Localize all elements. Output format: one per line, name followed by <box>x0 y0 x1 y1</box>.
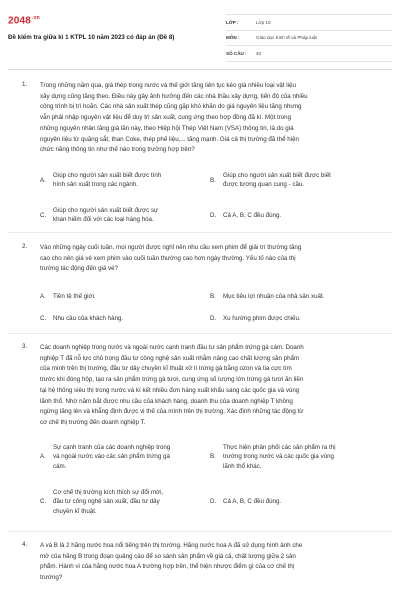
question-line: trường? <box>40 574 63 582</box>
option-line: Giúp cho người sản xuất biết được tình <box>53 172 162 179</box>
option-letter: A. <box>40 453 46 460</box>
question-number: 4. <box>22 541 28 548</box>
meta-value: Giáo dục Kinh tế và Pháp luật <box>256 35 317 41</box>
question-line: công trình bị trì hoãn. Các nhà sản xuất thép cũng gặp khó khăn do giá nguyên liệu tăng nhưng <box>40 103 302 111</box>
logo-suffix: .vn <box>32 15 40 21</box>
option-line: Cả A, B, C đều đúng. <box>223 212 282 219</box>
option-line: Thực hiện phân phối các sản phẩm ra thị <box>223 444 336 451</box>
question-line: vẫn phải nhập nguyên vật liệu để duy trì sản xuất, cung ứng theo hợp đồng đã kí. Một trong <box>40 114 292 122</box>
option-line: hình sản xuất trong các ngành. <box>53 181 138 189</box>
option-line: Nhu cầu của khách hàng. <box>53 315 124 322</box>
question-line: xây dựng cũng tăng theo. Điều này gây ảnh hưởng đến các nhà thầu xây dựng, tiến độ của nhiều <box>40 92 308 100</box>
question-text <box>40 343 380 429</box>
option-letter: C. <box>40 498 47 505</box>
question-number: 3. <box>22 343 28 350</box>
option-line: Tiền tệ thế giới. <box>53 293 96 300</box>
option-letter: C. <box>40 212 47 219</box>
option-line: Xu hướng phim được chiếu. <box>223 315 301 322</box>
document-title: Đề kiểm tra giữa kì 1 KTPL 10 năm 2023 có đáp án (Đề 8) <box>8 34 175 41</box>
question-text <box>40 243 380 275</box>
question-line: tại hệ thống siêu thị trong nước và kí kết nhiều đơn hàng xuất khẩu sang các quốc gia và vùng <box>40 386 300 394</box>
question-line: những nguyên nhân tăng giá lần này, theo Hiệp hội Thép Việt Nam (VSA) thông tin, là do giá <box>40 124 294 132</box>
site-logo[interactable] <box>8 15 40 26</box>
question-text <box>40 541 380 584</box>
question-line: ngừng tăng lên và khẳng định được vị thế của mình trên thị trường. Xác định những tác động từ <box>40 408 304 416</box>
question-divider <box>8 232 392 233</box>
option-letter: B. <box>210 177 216 184</box>
meta-label: MÔN : <box>226 35 240 41</box>
option-line: lãnh thổ khác. <box>223 462 262 470</box>
option-line: khan hiếm đối với các loại hàng hóa. <box>53 216 154 224</box>
question-line: Các doanh nghiệp trong nước và ngoài nước cạnh tranh đầu tư sản phẩm trứng gà cám. Doanh <box>40 344 304 351</box>
question-number: 2. <box>22 243 28 250</box>
option-letter: D. <box>210 212 217 219</box>
option-line: Sự cạnh tranh của các doanh nghiệp trong <box>53 444 171 451</box>
question-divider <box>8 531 392 532</box>
question-line: nguyên liệu từ quặng sắt, than Coke, thép phế liệu,... tăng mạnh. Giá cả thị trường đã thể hiện <box>40 135 299 143</box>
option-line: Giúp cho người sản xuất biết được biết <box>223 172 331 179</box>
meta-row-question-count <box>226 46 392 62</box>
option-line: trường trong nước và các quốc gia vùng <box>223 453 334 461</box>
option-letter: B. <box>210 293 216 300</box>
header-divider <box>8 69 392 70</box>
question-line: Trong những năm qua, giá thép trong nước và thế giới tăng liên tục kéo giá nhiều loại vật liệu <box>40 82 296 89</box>
question-line: trường tác động đến giá vé? <box>40 265 119 273</box>
option-line: đầu tư công nghệ sản xuất, đầu tư dây <box>53 498 160 506</box>
logo-text: 2048 <box>8 15 32 27</box>
question-text <box>40 81 380 156</box>
question-line: nghiệp T đã nỗ lực chủ trọng đầu tư công nghệ sản xuất nhằm nâng cao chất lượng sản phẩm <box>40 354 300 362</box>
question-number: 1. <box>22 81 28 88</box>
question-line: mờ của hãng B trong đoạn quảng cáo để so sánh sản phẩm về giá cả, chất lượng giữa 2 sản <box>40 552 296 560</box>
option-line: Cơ chế thị trường kích thích sự đổi mới, <box>53 489 164 496</box>
meta-row-class <box>226 14 392 31</box>
meta-row-subject <box>226 31 392 47</box>
option-letter: A. <box>40 177 46 184</box>
meta-label: SỐ CÂU : <box>226 50 247 56</box>
option-line: Mục tiêu lợi nhuận của nhà sản xuất. <box>223 293 325 300</box>
question-line: Vào những ngày cuối tuần, mọi người được nghỉ nên nhu cầu xem phim để giải trí thường tăng <box>40 244 302 251</box>
question-line: chức năng thông tin như thế nào trong trường hợp trên? <box>40 146 195 154</box>
option-line: cám. <box>53 462 67 470</box>
question-line: của mình trên thị trường, đầu tư dây chuyền kĩ thuật xử lí trứng gà bằng ozon và tia cực tím <box>40 365 292 373</box>
meta-value: 40 <box>256 50 262 56</box>
option-letter: D. <box>210 498 217 505</box>
meta-label: LỚP : <box>226 19 239 25</box>
meta-table <box>226 14 392 62</box>
question-line: lãnh thổ. Nhờ năm bắt được nhu cầu của khách hàng, doanh thu của doanh nghiệp T không <box>40 397 293 405</box>
option-letter: A. <box>40 293 46 300</box>
option-letter: D. <box>210 315 217 322</box>
option-line: và ngoài nước vào các sản phẩm trứng gà <box>53 453 170 461</box>
question-line: A và B là 2 hãng nước hoa nổi tiếng trên thị trường. Hãng nước hoa A đã sử dụng hình ảnh che <box>40 542 303 549</box>
question-line: trước khi đóng hộp, tạo ra sản phẩm trứng gà tươi, cung ứng số lượng lớn trứng gà tươi ăn liền <box>40 376 304 384</box>
question-line: cao cho nên giá vé xem phim vào cuối tuần thường cao hơn ngày thường. Yếu tố nào của thị <box>40 254 296 262</box>
option-line: được tương quan cung - cầu. <box>223 181 305 189</box>
meta-value: Lớp 10 <box>256 19 271 25</box>
option-letter: C. <box>40 315 47 322</box>
option-letter: B. <box>210 453 216 460</box>
option-line: Cả A, B, C đều đúng. <box>223 498 282 505</box>
option-line: Giúp cho người sản xuất biết được sự <box>53 207 159 214</box>
option-line: chuyền kĩ thuật. <box>53 507 97 515</box>
question-line: phẩm. Hành vi của hãng nước hoa A trường hợp trên, thể hiện nhược điểm gì của cơ chế thị <box>40 563 295 571</box>
question-line: cơ chế thị trường đến doanh nghiệp T. <box>40 418 146 426</box>
question-divider <box>8 333 392 334</box>
